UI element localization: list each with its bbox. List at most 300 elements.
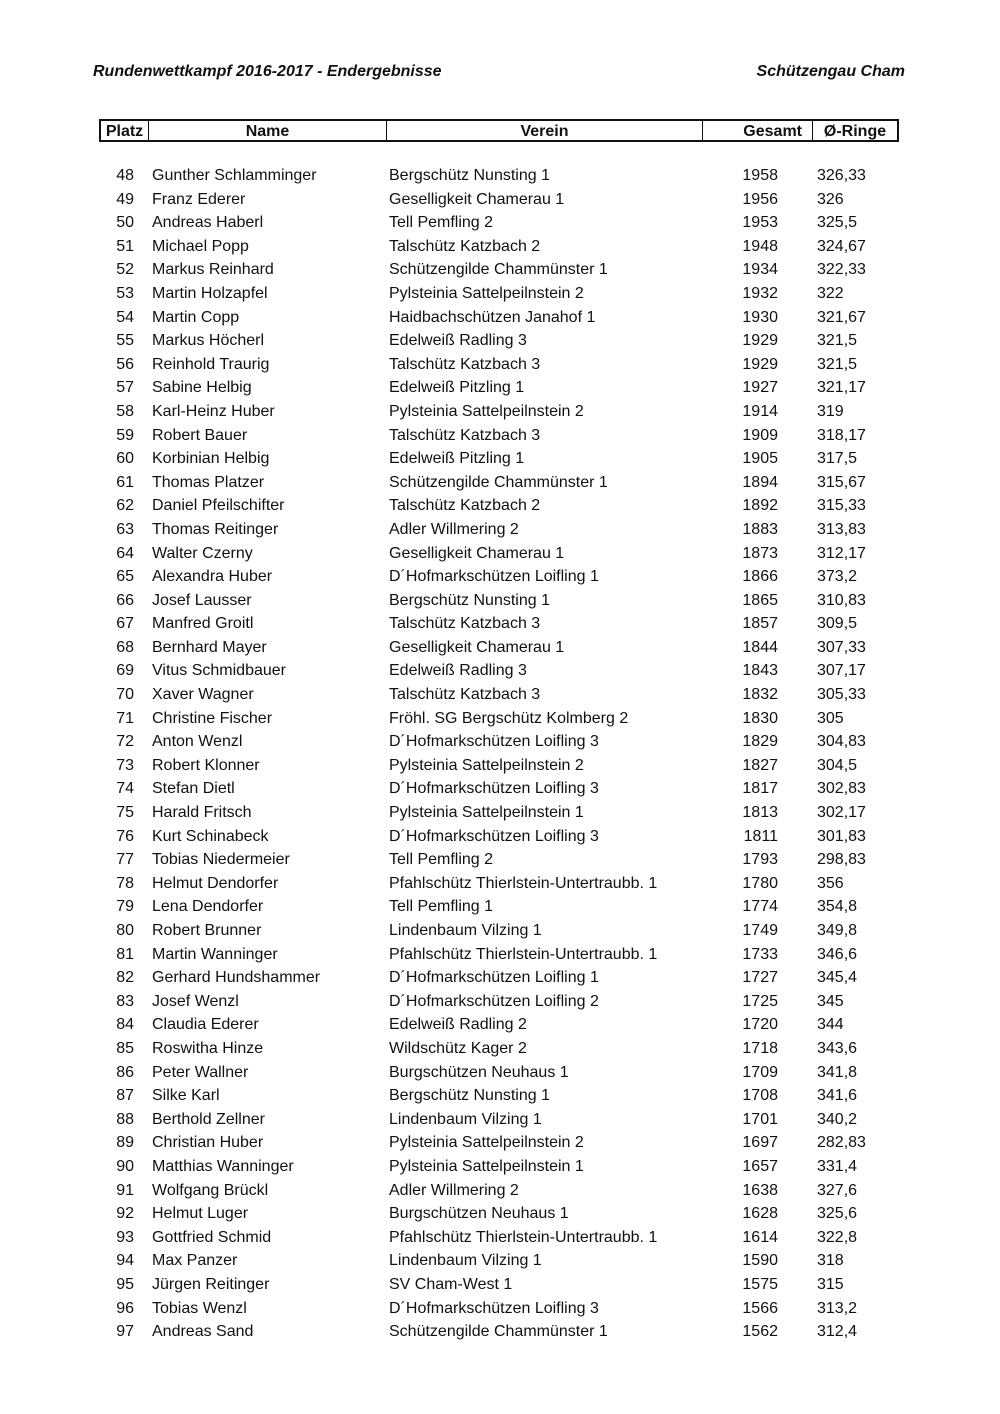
table-row [0, 447, 1000, 471]
cell-ringe: 313,83 [817, 520, 866, 538]
column-header-verein: Verein [387, 121, 703, 140]
cell-name: Thomas Platzer [152, 473, 265, 491]
cell-platz: 81 [116, 945, 134, 963]
cell-name: Vitus Schmidbauer [152, 662, 286, 680]
cell-verein: Bergschütz Nunsting 1 [389, 1087, 550, 1105]
table-row [0, 825, 1000, 849]
cell-verein: D´Hofmarkschützen Loifling 3 [389, 827, 599, 845]
cell-platz: 68 [116, 638, 134, 656]
cell-ringe: 305 [817, 709, 844, 727]
cell-gesamt: 1720 [742, 1016, 778, 1034]
cell-gesamt: 1749 [742, 922, 778, 939]
table-row [0, 565, 1000, 589]
cell-verein: Pylsteinia Sattelpeilnstein 2 [389, 284, 584, 302]
cell-name: Michael Popp [152, 237, 249, 255]
column-header-ringe: Ø-Ringe [823, 123, 887, 140]
cell-platz: 95 [116, 1275, 134, 1293]
cell-ringe: 307,17 [817, 662, 866, 680]
cell-gesamt: 1562 [742, 1323, 778, 1341]
table-row [0, 235, 1000, 259]
cell-verein: D´Hofmarkschützen Loifling 2 [389, 992, 599, 1010]
cell-ringe: 354,8 [817, 898, 858, 916]
cell-gesamt: 1927 [742, 379, 778, 397]
cell-name: Reinhold Traurig [152, 355, 270, 373]
cell-gesamt: 1614 [742, 1228, 778, 1246]
cell-gesamt: 1930 [742, 308, 778, 326]
results-table-body [0, 164, 1000, 1344]
cell-verein: Schützengilde Chammünster 1 [389, 261, 608, 279]
cell-verein: Tell Pemfling 1 [389, 898, 494, 916]
cell-platz: 60 [116, 450, 134, 468]
cell-ringe: 302,83 [817, 780, 866, 798]
cell-platz: 87 [116, 1087, 134, 1105]
cell-verein: Geselligkeit Chamerau 1 [389, 638, 565, 656]
cell-ringe: 343,6 [817, 1039, 858, 1057]
cell-platz: 66 [116, 591, 134, 609]
cell-ringe: 315,67 [817, 473, 866, 491]
cell-verein: Edelweiß Radling 2 [389, 1016, 527, 1034]
cell-name: Alexandra Huber [152, 568, 273, 586]
cell-name: Peter Wallner [152, 1063, 249, 1081]
cell-ringe: 326,33 [817, 167, 866, 184]
cell-ringe: 325,6 [817, 1205, 858, 1223]
cell-name: Robert Bauer [152, 426, 248, 444]
cell-name: Karl-Heinz Huber [152, 402, 275, 420]
cell-ringe: 319 [817, 402, 844, 420]
table-row [0, 1297, 1000, 1321]
cell-platz: 86 [116, 1063, 134, 1081]
cell-platz: 57 [116, 379, 134, 397]
cell-gesamt: 1697 [742, 1134, 778, 1152]
cell-platz: 88 [116, 1110, 134, 1128]
cell-ringe: 307,33 [817, 638, 866, 656]
cell-ringe: 321,5 [817, 355, 858, 373]
cell-name: Robert Brunner [152, 922, 262, 939]
cell-verein: Pfahlschütz Thierlstein-Untertraubb. 1 [389, 874, 658, 892]
cell-verein: Tell Pemfling 2 [389, 851, 494, 869]
cell-ringe: 305,33 [817, 686, 866, 704]
table-row [0, 872, 1000, 896]
cell-gesamt: 1929 [742, 332, 778, 350]
table-row [0, 1084, 1000, 1108]
cell-verein: D´Hofmarkschützen Loifling 3 [389, 1299, 599, 1317]
cell-gesamt: 1718 [742, 1039, 778, 1057]
cell-platz: 59 [116, 426, 134, 444]
cell-verein: Pylsteinia Sattelpeilnstein 1 [389, 804, 584, 822]
table-row [0, 1202, 1000, 1226]
cell-gesamt: 1813 [742, 804, 778, 822]
table-row [0, 400, 1000, 424]
table-row [0, 943, 1000, 967]
cell-verein: Edelweiß Radling 3 [389, 332, 527, 350]
cell-verein: Wildschütz Kager 2 [389, 1039, 527, 1057]
cell-platz: 80 [116, 922, 134, 939]
table-row [0, 164, 1000, 188]
table-row [0, 1155, 1000, 1179]
cell-gesamt: 1948 [742, 237, 778, 255]
cell-name: Lena Dendorfer [152, 898, 264, 916]
table-row [0, 612, 1000, 636]
table-row [0, 1249, 1000, 1273]
cell-gesamt: 1657 [742, 1157, 778, 1175]
cell-verein: Talschütz Katzbach 2 [389, 497, 541, 515]
cell-verein: Pylsteinia Sattelpeilnstein 1 [389, 1157, 584, 1175]
cell-ringe: 373,2 [817, 568, 858, 586]
cell-ringe: 313,2 [817, 1299, 858, 1317]
table-row [0, 376, 1000, 400]
cell-gesamt: 1892 [742, 497, 778, 515]
cell-gesamt: 1844 [742, 638, 778, 656]
cell-gesamt: 1725 [742, 992, 778, 1010]
cell-name: Robert Klonner [152, 756, 260, 774]
cell-verein: Talschütz Katzbach 2 [389, 237, 541, 255]
table-row [0, 1273, 1000, 1297]
cell-name: Matthias Wanninger [152, 1157, 294, 1175]
cell-gesamt: 1883 [742, 520, 778, 538]
cell-platz: 65 [116, 568, 134, 586]
cell-gesamt: 1780 [742, 874, 778, 892]
cell-gesamt: 1817 [742, 780, 778, 798]
organization-name: Schützengau Cham [756, 63, 905, 80]
cell-verein: Talschütz Katzbach 3 [389, 686, 541, 704]
cell-verein: D´Hofmarkschützen Loifling 3 [389, 780, 599, 798]
cell-verein: Lindenbaum Vilzing 1 [389, 1252, 542, 1270]
cell-name: Andreas Sand [152, 1323, 254, 1341]
cell-ringe: 304,5 [817, 756, 858, 774]
table-row [0, 471, 1000, 495]
table-row [0, 1226, 1000, 1250]
cell-platz: 97 [116, 1323, 134, 1341]
cell-platz: 69 [116, 662, 134, 680]
cell-platz: 85 [116, 1039, 134, 1057]
table-row [0, 1179, 1000, 1203]
cell-platz: 49 [116, 190, 134, 208]
cell-ringe: 301,83 [817, 827, 866, 845]
table-row [0, 1320, 1000, 1344]
cell-ringe: 309,5 [817, 615, 858, 633]
cell-platz: 50 [116, 214, 134, 232]
cell-name: Jürgen Reitinger [152, 1275, 270, 1293]
cell-name: Sabine Helbig [152, 379, 252, 397]
table-row [0, 966, 1000, 990]
cell-name: Martin Copp [152, 308, 240, 326]
cell-verein: Talschütz Katzbach 3 [389, 615, 541, 633]
cell-gesamt: 1865 [742, 591, 778, 609]
cell-verein: D´Hofmarkschützen Loifling 1 [389, 969, 599, 987]
table-row [0, 659, 1000, 683]
cell-ringe: 310,83 [817, 591, 866, 609]
table-row [0, 990, 1000, 1014]
document-header [93, 63, 905, 85]
cell-ringe: 298,83 [817, 851, 866, 869]
cell-platz: 89 [116, 1134, 134, 1152]
cell-ringe: 321,5 [817, 332, 858, 350]
cell-platz: 84 [116, 1016, 134, 1034]
cell-platz: 93 [116, 1228, 134, 1246]
cell-name: Christian Huber [152, 1134, 264, 1152]
cell-name: Claudia Ederer [152, 1016, 259, 1034]
cell-gesamt: 1727 [742, 969, 778, 987]
cell-verein: Edelweiß Radling 3 [389, 662, 527, 680]
table-row [0, 777, 1000, 801]
cell-platz: 70 [116, 686, 134, 704]
cell-gesamt: 1932 [742, 284, 778, 302]
cell-name: Markus Reinhard [152, 261, 274, 279]
cell-ringe: 321,67 [817, 308, 866, 326]
table-row [0, 282, 1000, 306]
cell-name: Roswitha Hinze [152, 1039, 264, 1057]
cell-ringe: 341,8 [817, 1063, 858, 1081]
table-row [0, 801, 1000, 825]
cell-name: Gottfried Schmid [152, 1228, 272, 1246]
cell-verein: SV Cham-West 1 [389, 1275, 513, 1293]
cell-platz: 56 [116, 355, 134, 373]
cell-name: Gerhard Hundshammer [152, 969, 321, 987]
cell-verein: Fröhl. SG Bergschütz Kolmberg 2 [389, 709, 629, 727]
cell-ringe: 315 [817, 1275, 844, 1293]
cell-ringe: 324,67 [817, 237, 866, 255]
cell-verein: Geselligkeit Chamerau 1 [389, 544, 565, 562]
cell-gesamt: 1575 [742, 1275, 778, 1293]
cell-ringe: 318,17 [817, 426, 866, 444]
cell-verein: Pylsteinia Sattelpeilnstein 2 [389, 402, 584, 420]
cell-name: Tobias Niedermeier [152, 851, 290, 869]
cell-name: Markus Höcherl [152, 332, 265, 350]
cell-platz: 54 [116, 308, 134, 326]
cell-platz: 72 [116, 733, 134, 751]
cell-ringe: 318 [817, 1252, 844, 1270]
cell-platz: 82 [116, 969, 134, 987]
cell-platz: 83 [116, 992, 134, 1010]
cell-gesamt: 1829 [742, 733, 778, 751]
cell-gesamt: 1873 [742, 544, 778, 562]
cell-name: Kurt Schinabeck [152, 827, 269, 845]
table-row [0, 306, 1000, 330]
cell-gesamt: 1857 [742, 615, 778, 633]
table-row [0, 730, 1000, 754]
column-header-platz: Platz [101, 121, 149, 140]
cell-verein: Pylsteinia Sattelpeilnstein 2 [389, 1134, 584, 1152]
cell-verein: Pfahlschütz Thierlstein-Untertraubb. 1 [389, 945, 658, 963]
cell-verein: Pylsteinia Sattelpeilnstein 2 [389, 756, 584, 774]
cell-name: Thomas Reitinger [152, 520, 279, 538]
cell-platz: 58 [116, 402, 134, 420]
cell-name: Josef Lausser [152, 591, 252, 609]
table-row [0, 1108, 1000, 1132]
cell-gesamt: 1914 [742, 402, 778, 420]
cell-verein: Schützengilde Chammünster 1 [389, 1323, 608, 1341]
cell-name: Franz Ederer [152, 190, 246, 208]
cell-platz: 61 [116, 473, 134, 491]
cell-platz: 74 [116, 780, 134, 798]
table-row [0, 329, 1000, 353]
cell-name: Daniel Pfeilschifter [152, 497, 285, 515]
cell-verein: Bergschütz Nunsting 1 [389, 591, 550, 609]
document-title: Rundenwettkampf 2016-2017 - Endergebnisse [93, 63, 442, 80]
cell-name: Martin Holzapfel [152, 284, 268, 302]
cell-ringe: 304,83 [817, 733, 866, 751]
cell-gesamt: 1774 [742, 898, 778, 916]
cell-verein: Edelweiß Pitzling 1 [389, 379, 525, 397]
cell-platz: 78 [116, 874, 134, 892]
cell-name: Max Panzer [152, 1252, 238, 1270]
cell-verein: Haidbachschützen Janahof 1 [389, 308, 596, 326]
cell-name: Martin Wanninger [152, 945, 278, 963]
cell-name: Wolfgang Brückl [152, 1181, 269, 1199]
column-header-gesamt: Gesamt [703, 121, 813, 140]
cell-name: Silke Karl [152, 1087, 220, 1105]
cell-name: Xaver Wagner [152, 686, 254, 704]
cell-gesamt: 1958 [742, 167, 778, 184]
cell-gesamt: 1733 [742, 945, 778, 963]
cell-ringe: 322,33 [817, 261, 866, 279]
cell-name: Bernhard Mayer [152, 638, 267, 656]
cell-ringe: 341,6 [817, 1087, 858, 1105]
cell-platz: 75 [116, 804, 134, 822]
table-row [0, 1037, 1000, 1061]
cell-verein: D´Hofmarkschützen Loifling 1 [389, 568, 599, 586]
cell-gesamt: 1956 [742, 190, 778, 208]
cell-verein: D´Hofmarkschützen Loifling 3 [389, 733, 599, 751]
cell-gesamt: 1909 [742, 426, 778, 444]
cell-platz: 62 [116, 497, 134, 515]
table-row [0, 848, 1000, 872]
cell-verein: Tell Pemfling 2 [389, 214, 494, 232]
cell-platz: 71 [116, 709, 134, 727]
cell-name: Harald Fritsch [152, 804, 252, 822]
table-header [99, 119, 899, 142]
cell-name: Manfred Groitl [152, 615, 254, 633]
cell-gesamt: 1590 [742, 1252, 778, 1270]
cell-name: Helmut Dendorfer [152, 874, 279, 892]
cell-ringe: 302,17 [817, 804, 866, 822]
cell-name: Berthold Zellner [152, 1110, 265, 1128]
cell-verein: Talschütz Katzbach 3 [389, 355, 541, 373]
cell-name: Walter Czerny [152, 544, 253, 562]
cell-platz: 77 [116, 851, 134, 869]
cell-ringe: 312,17 [817, 544, 866, 562]
cell-verein: Lindenbaum Vilzing 1 [389, 1110, 542, 1128]
cell-gesamt: 1894 [742, 473, 778, 491]
table-row [0, 494, 1000, 518]
cell-gesamt: 1866 [742, 568, 778, 586]
cell-name: Anton Wenzl [152, 733, 243, 751]
cell-ringe: 315,33 [817, 497, 866, 515]
cell-gesamt: 1701 [742, 1110, 778, 1128]
cell-platz: 76 [116, 827, 134, 845]
cell-platz: 53 [116, 284, 134, 302]
table-row [0, 895, 1000, 919]
table-row [0, 754, 1000, 778]
cell-name: Stefan Dietl [152, 780, 235, 798]
cell-platz: 63 [116, 520, 134, 538]
cell-ringe: 345 [817, 992, 844, 1010]
cell-ringe: 321,17 [817, 379, 866, 397]
cell-name: Gunther Schlamminger [152, 167, 317, 184]
cell-ringe: 349,8 [817, 922, 858, 939]
table-row [0, 1131, 1000, 1155]
cell-gesamt: 1953 [742, 214, 778, 232]
table-row [0, 636, 1000, 660]
cell-gesamt: 1830 [742, 709, 778, 727]
cell-gesamt: 1905 [742, 450, 778, 468]
cell-verein: Pfahlschütz Thierlstein-Untertraubb. 1 [389, 1228, 658, 1246]
cell-verein: Talschütz Katzbach 3 [389, 426, 541, 444]
cell-gesamt: 1934 [742, 261, 778, 279]
cell-verein: Edelweiß Pitzling 1 [389, 450, 525, 468]
table-row [0, 353, 1000, 377]
table-row [0, 707, 1000, 731]
cell-ringe: 345,4 [817, 969, 858, 987]
cell-verein: Adler Willmering 2 [389, 520, 519, 538]
cell-gesamt: 1708 [742, 1087, 778, 1105]
cell-gesamt: 1566 [742, 1299, 778, 1317]
table-row [0, 542, 1000, 566]
cell-platz: 96 [116, 1299, 134, 1317]
cell-ringe: 312,4 [817, 1323, 858, 1341]
cell-ringe: 346,6 [817, 945, 858, 963]
cell-ringe: 325,5 [817, 214, 858, 232]
cell-verein: Bergschütz Nunsting 1 [389, 167, 550, 184]
cell-gesamt: 1638 [742, 1181, 778, 1199]
cell-platz: 55 [116, 332, 134, 350]
cell-ringe: 317,5 [817, 450, 858, 468]
column-header-name: Name [149, 121, 387, 140]
table-row [0, 1061, 1000, 1085]
cell-platz: 67 [116, 615, 134, 633]
table-row [0, 211, 1000, 235]
cell-gesamt: 1811 [743, 827, 778, 845]
cell-platz: 64 [116, 544, 134, 562]
cell-platz: 92 [116, 1205, 134, 1223]
cell-ringe: 344 [817, 1016, 844, 1034]
table-row [0, 683, 1000, 707]
cell-name: Josef Wenzl [152, 992, 239, 1010]
cell-ringe: 322 [817, 284, 844, 302]
cell-verein: Burgschützen Neuhaus 1 [389, 1205, 569, 1223]
table-row [0, 424, 1000, 448]
cell-platz: 79 [116, 898, 134, 916]
cell-platz: 52 [116, 261, 134, 279]
cell-gesamt: 1929 [742, 355, 778, 373]
cell-name: Helmut Luger [152, 1205, 249, 1223]
cell-ringe: 331,4 [817, 1157, 858, 1175]
cell-gesamt: 1793 [742, 851, 778, 869]
cell-platz: 91 [116, 1181, 134, 1199]
cell-gesamt: 1832 [742, 686, 778, 704]
cell-verein: Geselligkeit Chamerau 1 [389, 190, 565, 208]
cell-ringe: 322,8 [817, 1228, 858, 1246]
cell-ringe: 326 [817, 190, 844, 208]
cell-ringe: 356 [817, 874, 844, 892]
cell-ringe: 340,2 [817, 1110, 858, 1128]
cell-name: Andreas Haberl [152, 214, 264, 232]
cell-verein: Burgschützen Neuhaus 1 [389, 1063, 569, 1081]
table-row [0, 919, 1000, 943]
cell-name: Korbinian Helbig [152, 450, 270, 468]
cell-name: Tobias Wenzl [152, 1299, 247, 1317]
cell-name: Christine Fischer [152, 709, 273, 727]
cell-verein: Lindenbaum Vilzing 1 [389, 922, 542, 939]
cell-platz: 51 [116, 237, 134, 255]
cell-gesamt: 1843 [742, 662, 778, 680]
cell-verein: Adler Willmering 2 [389, 1181, 519, 1199]
cell-platz: 73 [116, 756, 134, 774]
cell-gesamt: 1827 [742, 756, 778, 774]
table-row [0, 518, 1000, 542]
cell-gesamt: 1709 [742, 1063, 778, 1081]
cell-ringe: 282,83 [817, 1134, 866, 1152]
